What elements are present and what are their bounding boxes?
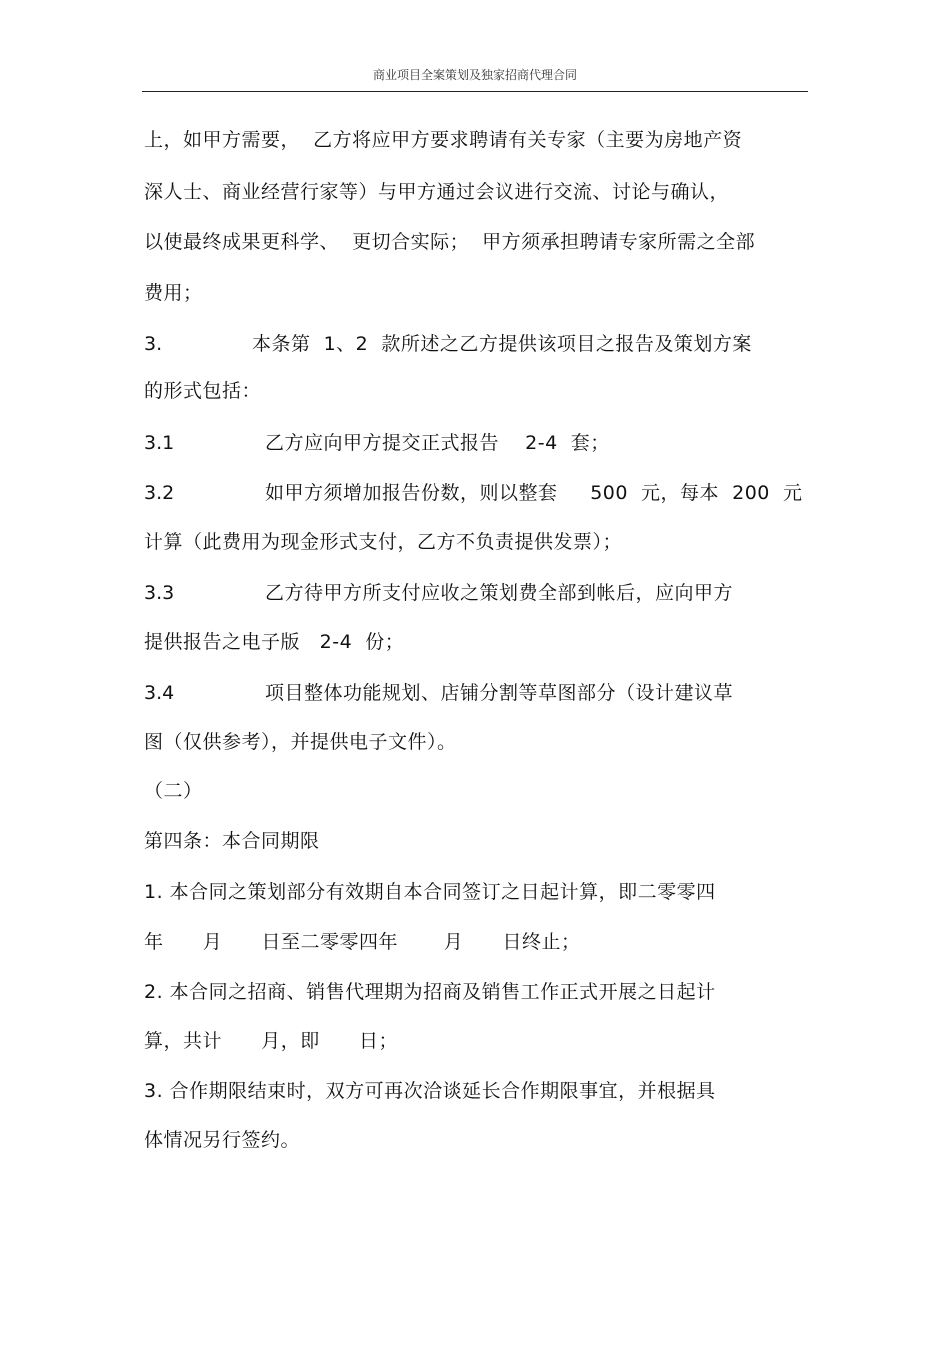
article-title: 第四条：本合同期限 [144, 830, 320, 852]
clause-text: 如甲方须增加报告份数，则以整套 500 元，每本 200 元 [265, 482, 803, 504]
clause-number: 3. [144, 333, 163, 355]
paragraph-line: 以使最终成果更科学、 更切合实际； 甲方须承担聘请专家所需之全部 [144, 231, 756, 253]
paragraph-line: 2. 本合同之招商、销售代理期为招商及销售工作正式开展之日起计 [144, 981, 716, 1003]
paragraph-line: 1. 本合同之策划部分有效期自本合同签订之日起计算，即二零零四 [144, 881, 716, 903]
paragraph-line: 的形式包括： [144, 380, 262, 402]
clause-number: 3.4 [144, 682, 175, 704]
paragraph-line: 提供报告之电子版 2-4 份； [144, 631, 405, 653]
clause-text: 乙方待甲方所支付应收之策划费全部到帐后，应向甲方 [265, 582, 734, 604]
clause-text: 本条第 1、2 款所述之乙方提供该项目之报告及策划方案 [252, 333, 752, 355]
clause-number: 3.1 [144, 432, 175, 454]
paragraph-line: 体情况另行签约。 [144, 1129, 301, 1151]
header-divider [142, 91, 808, 92]
clause-text: 项目整体功能规划、店铺分割等草图部分（设计建议草 [265, 682, 734, 704]
paragraph-line: 计算（此费用为现金形式支付，乙方不负责提供发票）； [144, 531, 623, 553]
paragraph-line: 费用； [144, 282, 203, 304]
paragraph-line: 深人士、商业经营行家等）与甲方通过会议进行交流、讨论与确认， [144, 181, 730, 203]
paragraph-line: 3. 合作期限结束时，双方可再次洽谈延长合作期限事宜，并根据具 [144, 1080, 716, 1102]
running-header: 商业项目全案策划及独家招商代理合同 [372, 68, 577, 82]
paragraph-line: 图（仅供参考），并提供电子文件）。 [144, 731, 457, 753]
paragraph-line: 年 月 日至二零零四年 月 日终止； [144, 931, 581, 953]
clause-number: 3.2 [144, 482, 175, 504]
clause-text: 乙方应向甲方提交正式报告 2-4 套； [265, 432, 610, 454]
paragraph-line: 上，如甲方需要， 乙方将应甲方要求聘请有关专家（主要为房地产资 [144, 129, 743, 151]
paragraph-line: 算，共计 月，即 日； [144, 1030, 398, 1052]
clause-number: 3.3 [144, 582, 175, 604]
section-marker: （二） [144, 780, 203, 802]
